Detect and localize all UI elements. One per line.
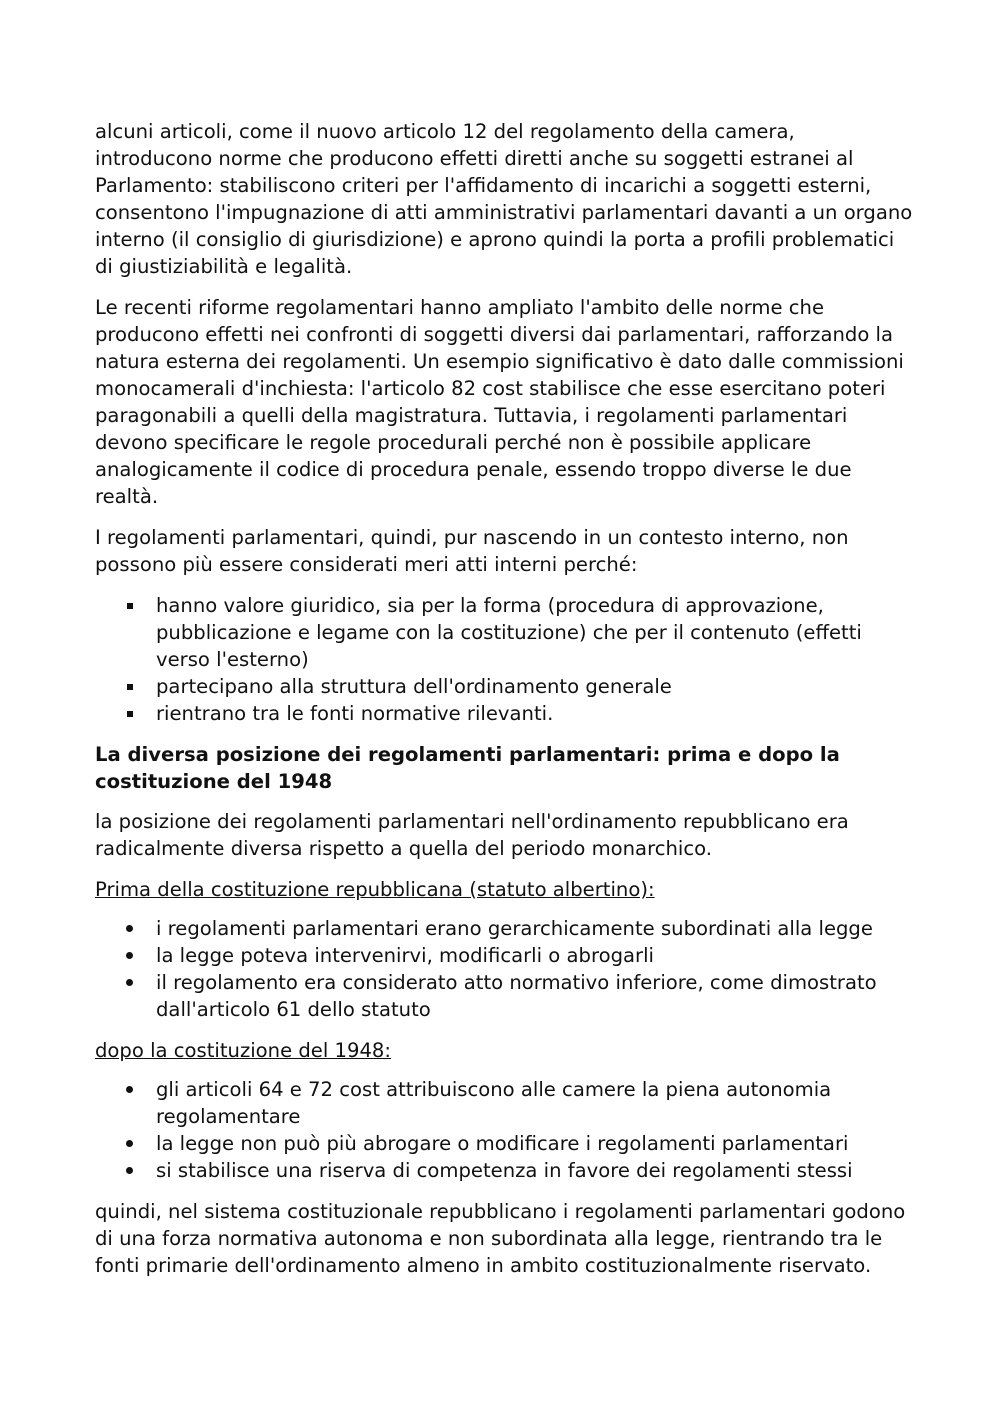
list-item: hanno valore giuridico, sia per la forma (procedura di approvazione, pubblicazione e legame con la costituzione) che per il contenuto (effetti verso l'esterno) [95,592,915,673]
document-page [95,118,915,1293]
list-item: rientrano tra le fonti normative rilevanti. [95,700,915,727]
reasons-list [95,592,915,727]
section-heading: La diversa posizione dei regolamenti parlamentari: prima e dopo la costituzione del 1948 [95,743,840,793]
paragraph-recent-reforms: Le recenti riforme regolamentari hanno ampliato l'ambito delle norme che producono effetti nei confronti di soggetti diversi dai parlamentari, rafforzando la natura esterna dei regolamenti. Un esempio significativo è dato dalle commissioni monocamerali d'inchiesta: l'articolo 82 cost stabilisce che esse esercitano poteri paragonabili a quelli della magistratura. Tuttavia, i regolamenti parlamentari devono specificare le regole procedurali perché non è possibile applicare analogicamente il codice di procedura penale, essendo troppo diverse le due realtà. [95,296,904,508]
list-item: il regolamento era considerato atto normativo inferiore, come dimostrato dall'articolo 61 dello statuto [95,969,915,1023]
list-item: partecipano alla struttura dell'ordinamento generale [95,673,915,700]
after-list [95,1076,915,1184]
list-item: si stabilisce una riserva di competenza in favore dei regolamenti stessi [95,1157,915,1184]
list-item: la legge poteva intervenirvi, modificarli o abrogarli [95,942,915,969]
paragraph-conclusion: quindi, nel sistema costituzionale repubblicano i regolamenti parlamentari godono di una forza normativa autonoma e non subordinata alla legge, rientrando tra le fonti primarie dell'ordinamento almeno in ambito costituzionalmente riservato. [95,1200,906,1277]
paragraph-external-effects: alcuni articoli, come il nuovo articolo 12 del regolamento della camera, introducono norme che producono effetti diretti anche su soggetti estranei al Parlamento: stabiliscono criteri per l'affidamento di incarichi a soggetti esterni, consentono l'impugnazione di atti amministrativi parlamentari davanti a un organo interno (il consiglio di giurisdizione) e aprono quindi la porta a profili problematici di giustiziabilità e legalità. [95,120,913,278]
before-list [95,915,915,1023]
list-item: la legge non può più abrogare o modificare i regolamenti parlamentari [95,1130,915,1157]
list-item: gli articoli 64 e 72 cost attribuiscono alle camere la piena autonomia regolamentare [95,1076,915,1130]
subheading-after: dopo la costituzione del 1948: [95,1039,392,1062]
subheading-before: Prima della costituzione repubblicana (statuto albertino): [95,878,655,901]
paragraph-not-internal-acts: I regolamenti parlamentari, quindi, pur nascendo in un contesto interno, non possono più essere considerati meri atti interni perché: [95,526,849,576]
list-item: i regolamenti parlamentari erano gerarchicamente subordinati alla legge [95,915,915,942]
paragraph-intro: la posizione dei regolamenti parlamentari nell'ordinamento repubblicano era radicalmente diversa rispetto a quella del periodo monarchico. [95,810,849,860]
